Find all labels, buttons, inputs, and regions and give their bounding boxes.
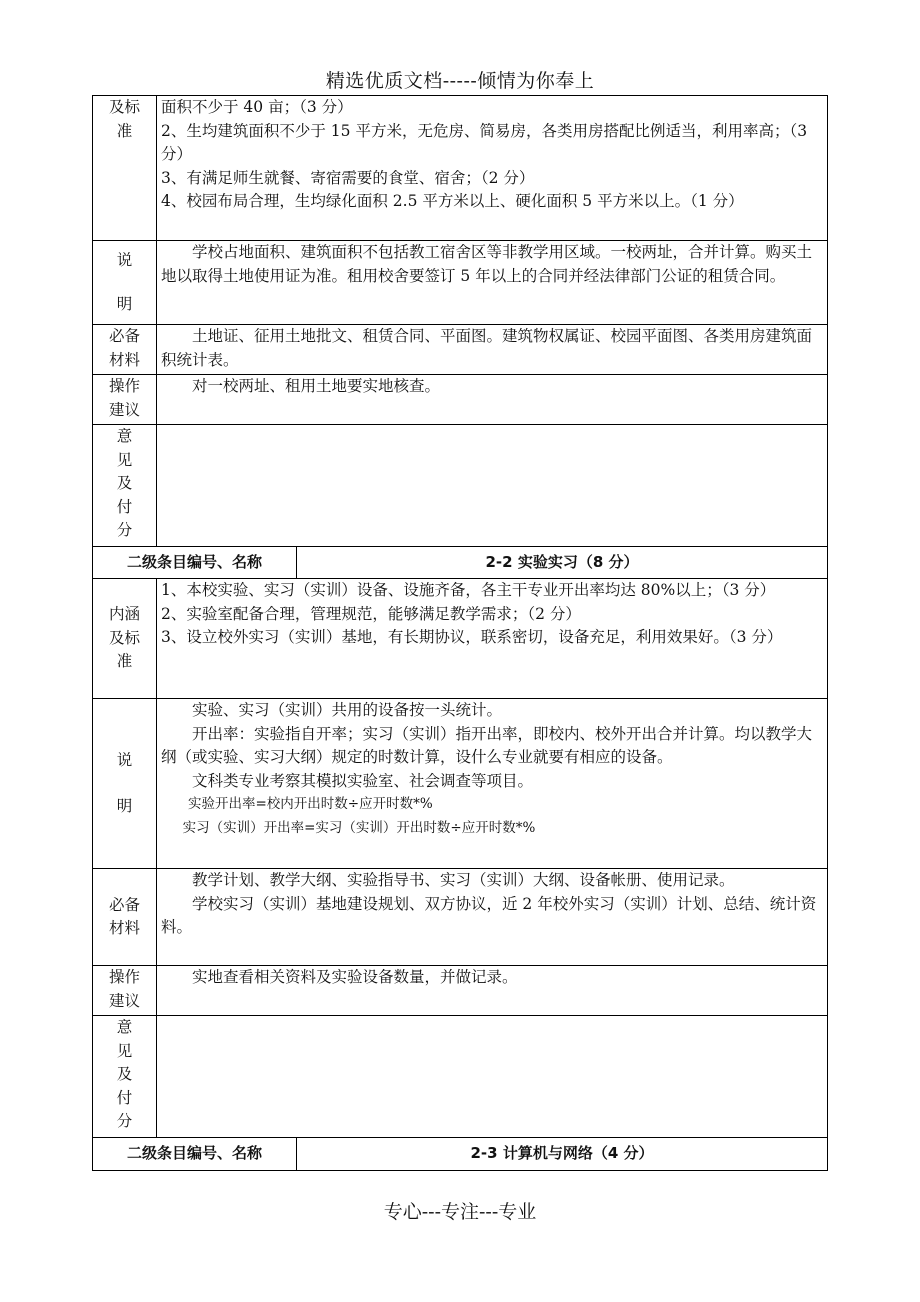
- label-line: 建议: [108, 991, 140, 1010]
- label-line: 分: [116, 1112, 133, 1130]
- materials-text: 土地证、征用土地批文、租赁合同、平面图。建筑物权属证、校园平面图、各类用房建筑面积统计表。: [161, 327, 813, 369]
- standard-row: [93, 96, 828, 241]
- materials-content: [157, 869, 828, 966]
- label-line: 见: [116, 1041, 133, 1060]
- subsection-label: 二级条目编号、名称: [93, 1138, 297, 1171]
- materials-label: [93, 325, 157, 375]
- ops-content: [157, 375, 828, 425]
- subsection-label: 二级条目编号、名称: [93, 547, 297, 579]
- standard-line: 面积不少于 40 亩；（3 分）: [161, 98, 353, 116]
- ops-row: [93, 375, 828, 425]
- subsection-title: 2-2 实验实习（8 分）: [297, 547, 828, 579]
- standard-line: 1、本校实验、实习（实训）设备、设施齐备，各主干专业开出率均达 80%以上；（3 分）: [161, 581, 776, 599]
- label-line: 见: [116, 450, 133, 469]
- label-line: 准: [116, 652, 133, 671]
- note-text: 学校占地面积、建筑面积不包括教工宿舍区等非教学用区域。一校两址，合并计算。购买土地以取得土地使用证为准。租用校舍要签订 5 年以上的合同并经法律部门公证的租赁合同。: [161, 243, 813, 285]
- subsection-title: 2-3 计算机与网络（4 分）: [297, 1138, 828, 1171]
- standard-line: 2、生均建筑面积不少于 15 平方米，无危房、简易房，各类用房搭配比例适当，利用率高；（3 分）: [161, 121, 808, 163]
- formula-line: 实习（实训）开出率=实习（实训）开出时数÷应开时数*%: [182, 819, 536, 836]
- label-line: 操作: [108, 968, 140, 986]
- page-footer: 专心---专注---专业: [383, 1201, 537, 1223]
- standard-line: 4、校园布局合理，生均绿化面积 2.5 平方米以上、硬化面积 5 平方米以上。（1 分）: [161, 192, 744, 210]
- label-line: 必备: [108, 327, 140, 345]
- note-row: [93, 699, 828, 869]
- note-line: 开出率：实验指自开率；实习（实训）指开出率，即校内、校外开出合并计算。均以教学大纲（或实验、实习大纲）规定的时数计算，设什么专业就要有相应的设备。: [161, 724, 813, 766]
- opinion-label: [93, 1016, 157, 1138]
- opinion-row: [93, 425, 828, 547]
- note-content: [157, 699, 828, 869]
- label-line: 建议: [108, 400, 140, 419]
- note-row: [93, 241, 828, 325]
- label-line: 及: [116, 474, 133, 492]
- ops-content: [157, 966, 828, 1016]
- label-line: 准: [116, 121, 133, 140]
- ops-row: [93, 966, 828, 1016]
- standard-label: [93, 96, 157, 241]
- standard-row: [93, 579, 828, 699]
- standard-line: 2、实验室配备合理，管理规范，能够满足教学需求；（2 分）: [161, 604, 581, 623]
- formula-line: 实验开出率=校内开出时数÷应开时数*%: [188, 796, 433, 812]
- materials-line: 学校实习（实训）基地建设规划、双方协议，近 2 年校外实习（实训）计划、总结、统计资料。: [161, 894, 817, 936]
- note-line: 文科类专业考察其模拟实验室、社会调查等项目。: [192, 771, 534, 790]
- label-line: 及标: [108, 98, 140, 116]
- ops-text: 对一校两址、租用土地要实地核查。: [192, 377, 441, 395]
- note-line: 实验、实习（实训）共用的设备按一头统计。: [192, 701, 503, 719]
- label-line: 付: [116, 497, 133, 516]
- evaluation-table: [92, 95, 828, 1171]
- opinion-label: [93, 425, 157, 547]
- materials-label: [93, 869, 157, 966]
- label-line: 材料: [108, 350, 140, 369]
- materials-row: [93, 325, 828, 375]
- label-line: 说: [116, 751, 133, 769]
- subsection-header: [93, 547, 828, 579]
- label-line: 操作: [108, 377, 140, 395]
- label-line: 及: [116, 1065, 133, 1083]
- label-line: 意: [116, 427, 133, 445]
- label-line: 材料: [108, 919, 140, 937]
- opinion-content: [157, 425, 828, 547]
- label-line: 及标: [108, 628, 140, 647]
- label-line: 必备: [108, 895, 140, 914]
- standard-content: [157, 579, 828, 699]
- ops-text: 实地查看相关资料及实验设备数量，并做记录。: [192, 968, 518, 986]
- label-line: 明: [116, 294, 133, 313]
- page-header: 精选优质文档-----倾情为你奉上: [325, 70, 595, 92]
- materials-content: [157, 325, 828, 375]
- label-line: 意: [116, 1018, 133, 1036]
- note-label: [93, 699, 157, 869]
- ops-label: [93, 966, 157, 1016]
- label-line: 说: [116, 251, 133, 269]
- materials-row: [93, 869, 828, 966]
- opinion-content: [157, 1016, 828, 1138]
- subsection-header: [93, 1138, 828, 1171]
- note-content: [157, 241, 828, 325]
- standard-line: 3、有满足师生就餐、寄宿需要的食堂、宿舍；（2 分）: [161, 168, 535, 187]
- standard-content: [157, 96, 828, 241]
- note-label: [93, 241, 157, 325]
- label-line: 分: [116, 521, 133, 539]
- label-line: 内涵: [108, 605, 140, 624]
- opinion-row: [93, 1016, 828, 1138]
- standard-line: 3、设立校外实习（实训）基地，有长期协议，联系密切，设备充足，利用效果好。（3 分）: [161, 628, 783, 646]
- materials-line: 教学计划、教学大纲、实验指导书、实习（实训）大纲、设备帐册、使用记录。: [192, 871, 735, 889]
- ops-label: [93, 375, 157, 425]
- label-line: 明: [116, 796, 133, 815]
- standard-label: [93, 579, 157, 699]
- label-line: 付: [116, 1088, 133, 1107]
